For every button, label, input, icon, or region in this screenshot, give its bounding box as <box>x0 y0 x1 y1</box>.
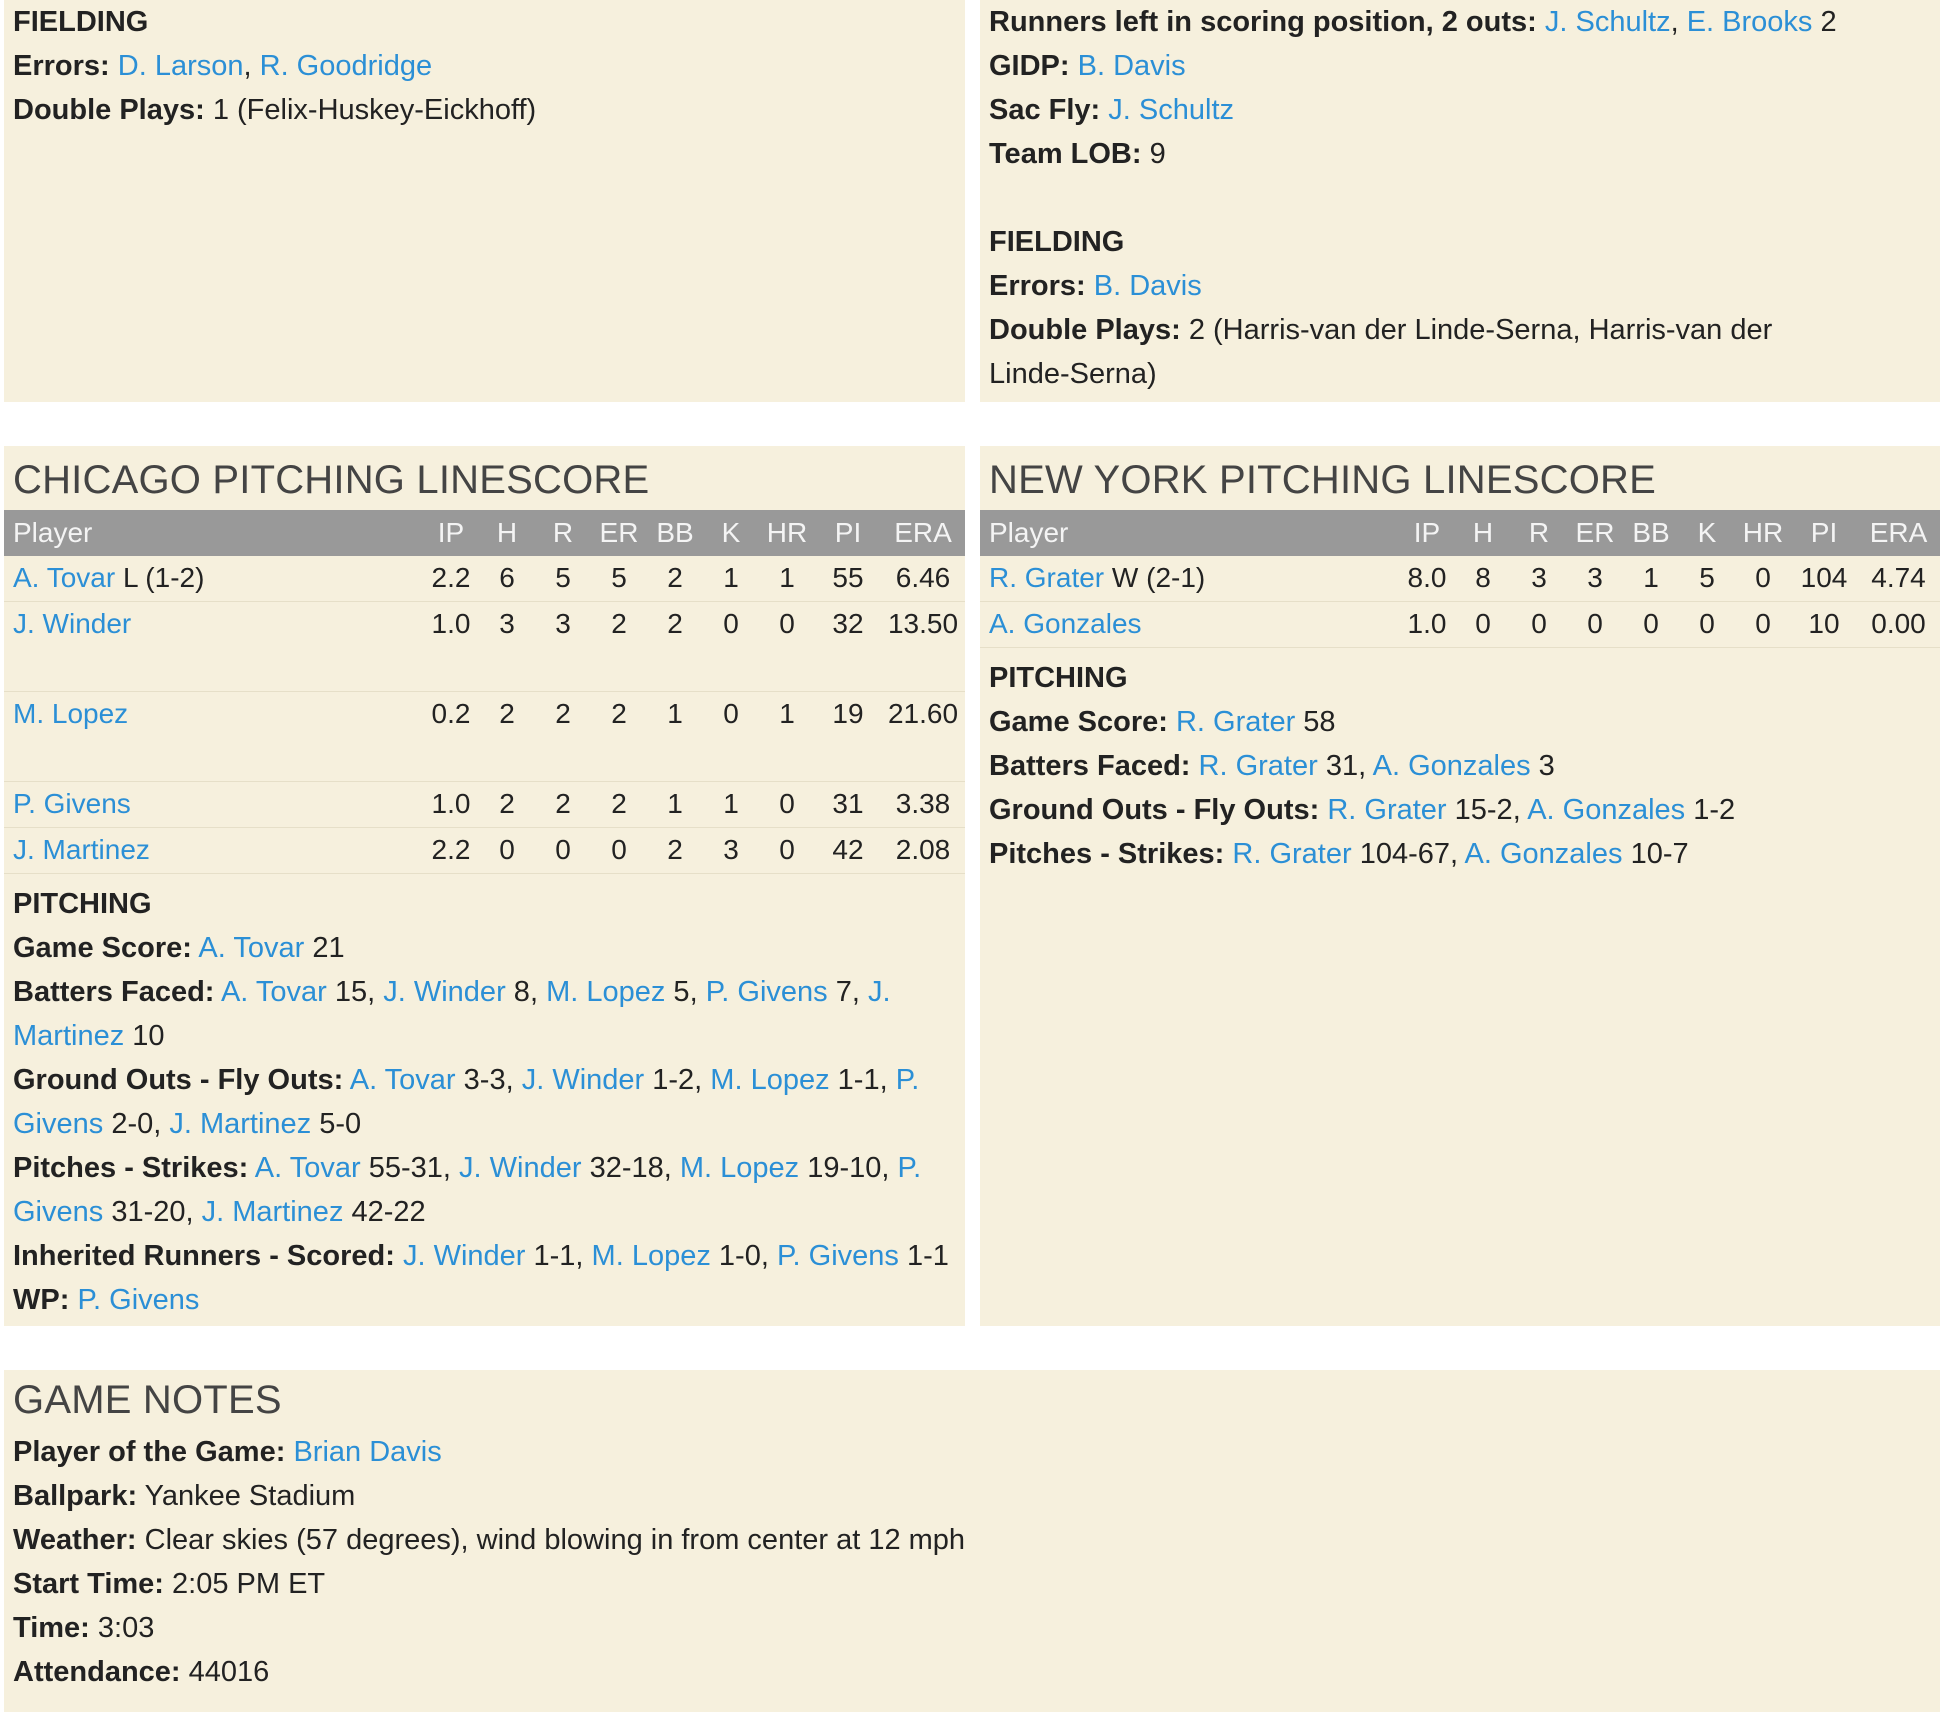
game-score-line <box>13 926 956 970</box>
player-link[interactable]: A. Gonzales <box>989 608 1142 639</box>
player-link[interactable]: Brian Davis <box>293 1436 442 1468</box>
errors-label: Errors: <box>13 50 110 82</box>
column-header[interactable]: K <box>1679 510 1735 556</box>
player-link[interactable]: B. Davis <box>1077 50 1186 82</box>
r-cell: 3 <box>1511 556 1567 602</box>
column-header[interactable]: ERA <box>1857 510 1940 556</box>
team-lob-line <box>989 132 1931 176</box>
player-cell <box>4 556 423 602</box>
player-link[interactable]: A. Tovar <box>220 976 327 1008</box>
player-link[interactable]: J. Winder <box>383 976 506 1008</box>
player-cell <box>4 602 423 692</box>
stat-value: 1-2 <box>1693 794 1736 826</box>
hr-cell: 0 <box>759 828 815 874</box>
stat-value: 42-22 <box>351 1196 426 1228</box>
pitching-table <box>4 510 965 874</box>
stat-value: 8 <box>513 976 530 1008</box>
team-lob-value: 9 <box>1149 138 1166 170</box>
ground-fly-outs-label: Ground Outs - Fly Outs: <box>989 794 1320 826</box>
pitching-table <box>980 510 1940 648</box>
attendance-line <box>13 1650 1931 1694</box>
pitching-heading: PITCHING <box>13 888 152 920</box>
double-plays-label: Double Plays: <box>989 314 1181 346</box>
bb-cell: 0 <box>1623 602 1679 648</box>
game-time-label: Time: <box>13 1612 90 1644</box>
ground-fly-outs-line: Ground Outs - Fly Outs: R. Grater 15-2, A. Gonzales 1-2 <box>989 794 1736 826</box>
double-plays-line <box>989 308 1931 396</box>
ip-cell: 8.0 <box>1399 556 1455 602</box>
er-cell: 0 <box>591 828 647 874</box>
player-link[interactable]: J. Winder <box>402 1240 526 1272</box>
stat-value: 5-0 <box>319 1108 362 1140</box>
away-fielding-panel <box>4 0 965 402</box>
game-score-line <box>989 700 1931 744</box>
gidp-label: GIDP: <box>989 50 1070 82</box>
start-time-label: Start Time: <box>13 1568 164 1600</box>
player-link[interactable]: P. Givens <box>13 1152 922 1228</box>
er-cell: 5 <box>591 556 647 602</box>
column-header[interactable]: IP <box>423 510 479 556</box>
table-row <box>4 556 965 602</box>
chicago-pitching-panel <box>4 446 965 1326</box>
start-time-line <box>13 1562 1931 1606</box>
panel-title: GAME NOTES <box>13 1378 282 1422</box>
er-cell: 0 <box>1567 602 1623 648</box>
player-link[interactable]: A. Tovar <box>198 932 305 964</box>
column-header[interactable]: R <box>535 510 591 556</box>
k-cell: 5 <box>1679 556 1735 602</box>
bb-cell: 1 <box>647 692 703 782</box>
home-notes-panel <box>980 0 1940 402</box>
player-link[interactable]: P. Givens <box>776 1240 899 1272</box>
pi-cell: 32 <box>815 602 881 692</box>
column-header[interactable]: HR <box>759 510 815 556</box>
sac-fly-label: Sac Fly: <box>989 94 1101 126</box>
player-cell <box>980 556 1399 602</box>
stat-value: 5 <box>673 976 690 1008</box>
player-of-game-label: Player of the Game: <box>13 1436 286 1468</box>
ip-cell: 2.2 <box>423 556 479 602</box>
player-link[interactable]: R. Grater <box>1198 750 1318 782</box>
pitches-strikes-label: Pitches - Strikes: <box>989 838 1225 870</box>
double-plays-line <box>13 88 956 132</box>
sac-fly-line <box>989 88 1931 132</box>
risp-count: 2 <box>1820 6 1837 38</box>
ip-cell: 1.0 <box>423 782 479 828</box>
player-link[interactable]: J. Martinez <box>13 834 150 865</box>
column-header[interactable]: ERA <box>881 510 965 556</box>
player-link[interactable]: B. Davis <box>1093 270 1202 302</box>
player-link[interactable]: J. Winder <box>13 608 132 639</box>
player-link[interactable]: J. Martinez <box>169 1108 312 1140</box>
r-cell: 2 <box>535 782 591 828</box>
player-link[interactable]: J. Schultz <box>1544 6 1671 38</box>
double-plays-label: Double Plays: <box>13 94 205 126</box>
column-header[interactable]: ER <box>591 510 647 556</box>
bb-cell: 2 <box>647 556 703 602</box>
game-time-line <box>13 1606 1931 1650</box>
pi-cell: 104 <box>1791 556 1857 602</box>
stat-value: 3 <box>1538 750 1555 782</box>
player-link[interactable]: J. Schultz <box>1108 94 1234 126</box>
player-cell <box>980 602 1399 648</box>
hr-cell: 0 <box>759 782 815 828</box>
fielding-heading: FIELDING <box>989 226 1125 258</box>
hr-cell: 1 <box>759 556 815 602</box>
column-header[interactable]: K <box>703 510 759 556</box>
player-link[interactable]: P. Givens <box>13 1064 920 1140</box>
gidp-line <box>989 44 1931 88</box>
pi-cell: 19 <box>815 692 881 782</box>
ground-fly-outs-label: Ground Outs - Fly Outs: <box>13 1064 344 1096</box>
stat-value: 58 <box>1303 706 1336 738</box>
start-time-value: 2:05 PM ET <box>172 1568 326 1600</box>
column-header[interactable]: R <box>1511 510 1567 556</box>
wild-pitch-line <box>13 1278 956 1322</box>
column-header[interactable]: ER <box>1567 510 1623 556</box>
player-link[interactable]: A. Gonzales <box>1372 750 1531 782</box>
pitches-strikes-line: Pitches - Strikes: A. Tovar 55-31, J. Winder 32-18, M. Lopez 19-10, P. Givens 31-20, J. Martinez 42-22 <box>13 1152 922 1228</box>
era-cell: 2.08 <box>881 828 965 874</box>
table-row <box>4 782 965 828</box>
pi-cell: 42 <box>815 828 881 874</box>
r-cell: 5 <box>535 556 591 602</box>
player-link[interactable]: J. Winder <box>459 1152 582 1184</box>
er-cell: 2 <box>591 602 647 692</box>
stat-value: 1-1 <box>837 1064 880 1096</box>
stat-value: 104-67 <box>1359 838 1451 870</box>
column-header[interactable]: IP <box>1399 510 1455 556</box>
h-cell: 0 <box>1455 602 1511 648</box>
stat-value: 10-7 <box>1630 838 1689 870</box>
column-header[interactable]: H <box>479 510 535 556</box>
player-link[interactable]: E. Brooks <box>1686 6 1813 38</box>
stat-value: 1-2 <box>652 1064 695 1096</box>
player-link[interactable]: M. Lopez <box>679 1152 800 1184</box>
column-header[interactable]: Player <box>980 510 1399 556</box>
ballpark-label: Ballpark: <box>13 1480 138 1512</box>
pi-cell: 55 <box>815 556 881 602</box>
hr-cell: 0 <box>759 602 815 692</box>
player-link[interactable]: P. Givens <box>705 976 828 1008</box>
k-cell: 3 <box>703 828 759 874</box>
errors-label: Errors: <box>989 270 1086 302</box>
player-link[interactable]: A. Tovar <box>254 1152 361 1184</box>
ip-cell: 1.0 <box>1399 602 1455 648</box>
game-score-label: Game Score: <box>989 706 1168 738</box>
ground-fly-outs-line: Ground Outs - Fly Outs: A. Tovar 3-3, J. Winder 1-2, M. Lopez 1-1, P. Givens 2-0, J. Martinez 5-0 <box>13 1064 920 1140</box>
r-cell: 0 <box>535 828 591 874</box>
stat-value: 2-0 <box>111 1108 154 1140</box>
player-link[interactable]: R. Grater <box>989 562 1105 593</box>
ballpark-line <box>13 1474 1931 1518</box>
column-header[interactable]: Player <box>4 510 423 556</box>
stat-value: 31-20 <box>111 1196 186 1228</box>
attendance-value: 44016 <box>188 1656 270 1688</box>
era-cell: 4.74 <box>1857 556 1940 602</box>
table-row <box>980 556 1940 602</box>
k-cell: 1 <box>703 782 759 828</box>
player-link[interactable]: R. Goodridge <box>259 50 433 82</box>
h-cell: 2 <box>479 782 535 828</box>
stat-value: 15 <box>334 976 368 1008</box>
weather-label: Weather: <box>13 1524 137 1556</box>
column-header[interactable]: HR <box>1735 510 1791 556</box>
column-header[interactable]: H <box>1455 510 1511 556</box>
pi-cell: 31 <box>815 782 881 828</box>
risp-line: Runners left in scoring position, 2 outs: J. Schultz, E. Brooks 2 <box>989 6 1837 38</box>
pi-cell: 10 <box>1791 602 1857 648</box>
k-cell: 1 <box>703 556 759 602</box>
stat-value: 7 <box>835 976 852 1008</box>
player-link[interactable]: A. Gonzales <box>1464 838 1623 870</box>
stat-value: 10 <box>132 1020 165 1052</box>
table-row <box>4 602 965 692</box>
table-header-row <box>4 510 965 556</box>
h-cell: 8 <box>1455 556 1511 602</box>
stat-value: 1-0 <box>718 1240 761 1272</box>
panel-title: NEW YORK PITCHING LINESCORE <box>989 458 1656 502</box>
player-link[interactable]: M. Lopez <box>546 976 666 1008</box>
column-header[interactable]: BB <box>647 510 703 556</box>
stat-value: 21 <box>312 932 345 964</box>
k-cell: 0 <box>1679 602 1735 648</box>
stat-value: 32-18 <box>589 1152 664 1184</box>
player-cell <box>4 782 423 828</box>
double-plays-value: 2 (Harris-van der Linde-Serna, Harris-van der Linde-Serna) <box>989 314 1773 390</box>
stat-value: 31 <box>1325 750 1359 782</box>
era-cell: 3.38 <box>881 782 965 828</box>
weather-value: Clear skies (57 degrees), wind blowing in from center at 12 mph <box>144 1524 966 1556</box>
panel-title: CHICAGO PITCHING LINESCORE <box>13 458 650 502</box>
er-cell: 2 <box>591 782 647 828</box>
er-cell: 2 <box>591 692 647 782</box>
r-cell: 2 <box>535 692 591 782</box>
batters-faced-line: Batters Faced: R. Grater 31, A. Gonzales 3 <box>989 750 1555 782</box>
table-row <box>4 828 965 874</box>
weather-line <box>13 1518 1931 1562</box>
era-cell: 13.50 <box>881 602 965 692</box>
player-link[interactable]: M. Lopez <box>710 1064 830 1096</box>
attendance-label: Attendance: <box>13 1656 181 1688</box>
h-cell: 0 <box>479 828 535 874</box>
player-cell <box>4 828 423 874</box>
table-row <box>4 692 965 782</box>
h-cell: 3 <box>479 602 535 692</box>
player-link[interactable]: A. Tovar <box>349 1064 456 1096</box>
inherited-runners-line: Inherited Runners - Scored: J. Winder 1-1, M. Lopez 1-0, P. Givens 1-1 <box>13 1240 949 1272</box>
column-header[interactable]: PI <box>815 510 881 556</box>
game-score-label: Game Score: <box>13 932 192 964</box>
player-link[interactable]: A. Tovar <box>13 562 116 593</box>
batters-faced-line: Batters Faced: A. Tovar 15, J. Winder 8, M. Lopez 5, P. Givens 7, J. Martinez 10 <box>13 976 891 1052</box>
fielding-heading: FIELDING <box>13 6 149 38</box>
player-link[interactable]: D. Larson <box>117 50 244 82</box>
stat-value: 15-2 <box>1454 794 1513 826</box>
player-link[interactable]: M. Lopez <box>13 698 129 729</box>
table-header-row <box>980 510 1940 556</box>
stat-value: 1-1 <box>907 1240 949 1272</box>
game-notes-panel <box>4 1370 1940 1712</box>
column-header[interactable]: PI <box>1791 510 1857 556</box>
er-cell: 3 <box>1567 556 1623 602</box>
player-link[interactable]: P. Givens <box>13 788 131 819</box>
k-cell: 0 <box>703 692 759 782</box>
newyork-pitching-panel <box>980 446 1940 1326</box>
double-plays-value: 1 (Felix-Huskey-Eickhoff) <box>212 94 537 126</box>
decision-note: L (1-2) <box>122 562 205 593</box>
player-link[interactable]: R. Grater <box>1327 794 1447 826</box>
h-cell: 2 <box>479 692 535 782</box>
batters-faced-label: Batters Faced: <box>13 976 215 1008</box>
h-cell: 6 <box>479 556 535 602</box>
column-header[interactable]: BB <box>1623 510 1679 556</box>
decision-note: W (2-1) <box>1111 562 1206 593</box>
k-cell: 0 <box>703 602 759 692</box>
pitches-strikes-line: Pitches - Strikes: R. Grater 104-67, A. Gonzales 10-7 <box>989 838 1689 870</box>
ip-cell: 1.0 <box>423 602 479 692</box>
bb-cell: 2 <box>647 602 703 692</box>
player-cell <box>4 692 423 782</box>
bb-cell: 2 <box>647 828 703 874</box>
batters-faced-label: Batters Faced: <box>989 750 1191 782</box>
stat-value: 55-31 <box>368 1152 443 1184</box>
pitches-strikes-label: Pitches - Strikes: <box>13 1152 249 1184</box>
risp-label: Runners left in scoring position, 2 outs: <box>989 6 1537 38</box>
ip-cell: 2.2 <box>423 828 479 874</box>
wild-pitch-label: WP: <box>13 1284 70 1316</box>
era-cell: 21.60 <box>881 692 965 782</box>
stat-value: 19-10 <box>807 1152 882 1184</box>
r-cell: 3 <box>535 602 591 692</box>
hr-cell: 0 <box>1735 556 1791 602</box>
player-link[interactable]: M. Lopez <box>591 1240 711 1272</box>
hr-cell: 1 <box>759 692 815 782</box>
player-link[interactable]: J. Winder <box>521 1064 645 1096</box>
player-link[interactable]: R. Grater <box>1232 838 1352 870</box>
era-cell: 6.46 <box>881 556 965 602</box>
errors-line <box>989 264 1931 308</box>
player-of-game-line <box>13 1430 1931 1474</box>
team-lob-label: Team LOB: <box>989 138 1142 170</box>
stat-value: 3-3 <box>463 1064 506 1096</box>
bb-cell: 1 <box>647 782 703 828</box>
errors-line: Errors: D. Larson, R. Goodridge <box>13 50 433 82</box>
pitching-heading: PITCHING <box>989 662 1128 694</box>
table-row <box>980 602 1940 648</box>
player-link[interactable]: J. Martinez <box>201 1196 344 1228</box>
hr-cell: 0 <box>1735 602 1791 648</box>
inherited-runners-label: Inherited Runners - Scored: <box>13 1240 395 1272</box>
r-cell: 0 <box>1511 602 1567 648</box>
era-cell: 0.00 <box>1857 602 1940 648</box>
player-link[interactable]: J. Martinez <box>13 976 891 1052</box>
ip-cell: 0.2 <box>423 692 479 782</box>
player-link[interactable]: P. Givens <box>77 1284 200 1316</box>
ballpark-value: Yankee Stadium <box>144 1480 356 1512</box>
player-link[interactable]: R. Grater <box>1175 706 1296 738</box>
bb-cell: 1 <box>1623 556 1679 602</box>
game-time-value: 3:03 <box>97 1612 155 1644</box>
stat-value: 1-1 <box>533 1240 576 1272</box>
player-link[interactable]: A. Gonzales <box>1527 794 1686 826</box>
